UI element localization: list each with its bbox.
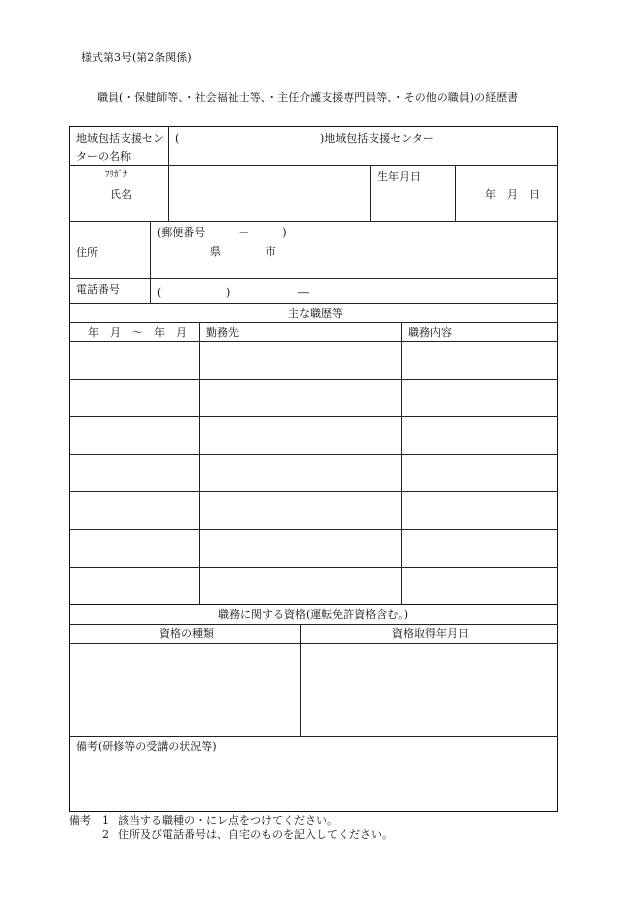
note-1-number: 1 bbox=[102, 814, 109, 827]
rule bbox=[370, 165, 371, 221]
career-col-period: 年 月 ～ 年 月 bbox=[88, 326, 187, 339]
rule bbox=[69, 529, 558, 530]
notes-heading: 備考 bbox=[69, 814, 91, 827]
form-number: 様式第3号(第2条関係) bbox=[81, 51, 192, 64]
phone-paren-close: ) bbox=[226, 286, 231, 299]
rule bbox=[69, 341, 558, 342]
rule bbox=[69, 567, 558, 568]
career-col-workplace: 勤務先 bbox=[206, 326, 239, 339]
rule bbox=[69, 165, 558, 166]
career-col-duties: 職務内容 bbox=[408, 326, 452, 339]
birth-month: 月 bbox=[507, 188, 518, 201]
furigana-label: ﾌﾘｶﾞﾅ bbox=[105, 170, 128, 180]
center-suffix: )地域包括支援センター bbox=[320, 132, 434, 145]
birthdate-label: 生年月日 bbox=[377, 170, 421, 183]
qualifications-col-type: 資格の種類 bbox=[159, 627, 214, 640]
birth-year: 年 bbox=[485, 188, 496, 201]
city-label: 市 bbox=[265, 245, 276, 258]
note-1-text: 該当する職種の・にレ点をつけてください。 bbox=[118, 814, 338, 827]
rule bbox=[150, 221, 151, 303]
center-label-line2: ターの名称 bbox=[76, 150, 131, 163]
rule bbox=[69, 491, 558, 492]
rule bbox=[69, 624, 558, 625]
center-label-line1: 地域包括支援セン bbox=[76, 132, 164, 145]
rule bbox=[69, 736, 558, 737]
form-frame bbox=[69, 126, 558, 812]
rule bbox=[455, 165, 456, 221]
name-label: 氏名 bbox=[110, 188, 132, 201]
remarks-box-label: 備考(研修等の受講の状況等) bbox=[76, 740, 217, 753]
note-2-text: 住所及び電話番号は、自宅のものを記入してください。 bbox=[118, 828, 393, 841]
rule bbox=[401, 322, 402, 604]
career-section-title: 主な職歴等 bbox=[288, 307, 343, 320]
address-label: 住所 bbox=[76, 246, 98, 259]
rule bbox=[300, 624, 301, 736]
qualifications-col-date: 資格取得年月日 bbox=[392, 627, 469, 640]
prefecture-label: 県 bbox=[210, 245, 221, 258]
rule bbox=[69, 416, 558, 417]
form-title: 職員(・保健師等、・社会福祉士等、・主任介護支援専門員等、・その他の職員)の経歴書 bbox=[97, 91, 519, 104]
rule bbox=[69, 322, 558, 323]
rule bbox=[69, 278, 558, 279]
rule bbox=[69, 379, 558, 380]
rule bbox=[69, 604, 558, 605]
note-2-number: 2 bbox=[102, 828, 109, 841]
qualifications-section-title: 職務に関する資格(運転免許資格含む。) bbox=[218, 608, 409, 621]
phone-paren-open: ( bbox=[157, 286, 162, 299]
rule bbox=[69, 221, 558, 222]
phone-dash: ― bbox=[298, 286, 309, 299]
rule bbox=[199, 322, 200, 604]
rule bbox=[69, 303, 558, 304]
rule bbox=[168, 126, 169, 221]
rule bbox=[69, 454, 558, 455]
phone-label: 電話番号 bbox=[76, 283, 120, 296]
postal-code: (郵便番号 － ) bbox=[157, 226, 287, 239]
birth-day: 日 bbox=[529, 188, 540, 201]
center-paren-open: ( bbox=[175, 132, 180, 145]
rule bbox=[69, 643, 558, 644]
